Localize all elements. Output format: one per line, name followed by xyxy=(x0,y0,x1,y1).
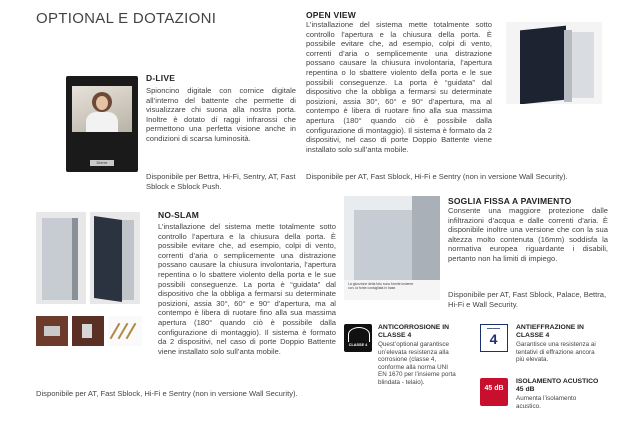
openview-heading: OPEN VIEW xyxy=(306,10,356,20)
antieffrazione-heading: ANTIEFFRAZIONE IN CLASSE 4 xyxy=(516,324,584,339)
dlive-body: Spioncino digitale con cornice digitale all’interno del battente che permette di visualizzare chi suona alla nostra porta. Inoltre è dotato di raggi infrarossi che permettono una perfetta visione anche in condizioni di scarsa luminosità. xyxy=(146,86,296,143)
soglia-body: Consente una maggiore protezione dalle infiltrazioni d’acqua e dalle correnti d’aria. È disponibile inoltre una versione che con la sua altezza molto contenuta (16mm) soddisfa la normativa europea riguardante i disabili, pertanto non ha limiti di impiego. xyxy=(448,206,608,263)
dlive-heading: D-LIVE xyxy=(146,73,176,83)
openview-availability: Disponibile per AT, Fast Sblock, Hi-Fi e Sentry (non in versione Wall Security). xyxy=(306,172,568,181)
isolamento-body: Aumenta l’isolamento acustico. xyxy=(516,395,577,410)
dlive-device-image xyxy=(66,76,138,172)
openview-body: L’installazione del sistema mette totalmente sotto controllo l’apertura e la chiusura della porta. È possibile evitare che, ad esempio, colpi di vento, correnti d’aria o semplicemente una distrazione possano causare la chiusura involontaria, l’apertura repentina o lo sbattere violento della porta e le sue possibili conseguenze. La porta è “guidata” dal dispositivo che la obbliga a fermarsi su determinate posizioni, assia 30°, 60° e 90° d’apertura, ma al contempo è libera di ruotare fino alla sua massima apertura (180° quando ciò è possibile dalla configurazione di montaggio). Il sistema è formato da 2 dispositivi, nel caso di porte Doppio Battente viene installato solo sull’anta mobile. xyxy=(306,20,492,154)
isolamento-heading: ISOLAMENTO ACUSTICO 45 dB xyxy=(516,378,599,393)
anticorrosione-body: Quest’optional garantisce un’elevata resistenza alla corrosione (classe 4, conforme alla norma UNI EN 1670 per l’insieme porta blindata - telaio). xyxy=(378,341,456,386)
noslam-availability: Disponibile per AT, Fast Sblock, Hi-Fi e Sentry (non in versione Wall Security). xyxy=(36,389,298,398)
openview-door-image xyxy=(506,22,602,104)
noslam-heading: NO-SLAM xyxy=(158,210,200,220)
noslam-body: L’installazione del sistema mette totalmente sotto controllo l’apertura e la chiusura della porta. È possibile evitare che, ad esempio, colpi di vento, correnti d’aria o semplicemente una distrazione possano causare la chiusura involontaria, l’apertura repentina o lo sbattere violento della porta e le sue possibili conseguenze. La porta è “guidata” dal dispositivo che la obbliga a fermarsi su determinate posizioni, assia 30°, 60° e 90° d’apertura, ma al contempo è libera di ruotare fino alla sua massima apertura (180° quando ciò è possibile dalla configurazione di montaggio). Il sistema è formato da 2 dispositivi, nel caso di porte Doppio Battente viene installato solo sull’anta mobile. xyxy=(158,222,336,356)
soglia-threshold-image xyxy=(344,196,440,300)
antieffrazione-icon: ▬▬▬▬▬ 4 xyxy=(480,324,508,352)
dlive-device-brand: Dierre xyxy=(90,160,114,166)
noslam-body-wrap xyxy=(36,222,336,356)
isolamento-icon-label: 45 dB xyxy=(484,385,504,392)
classe4-icon xyxy=(344,324,372,352)
anticorrosione-heading: ANTICORROSIONE IN CLASSE 4 xyxy=(378,324,449,339)
isolamento-acustico-icon xyxy=(480,378,508,406)
soglia-availability: Disponibile per AT, Fast Sblock, Palace, Bettra, Hi-Fi e Wall Security. xyxy=(448,290,607,309)
classe4-icon-label: CLASSE 4 xyxy=(348,343,368,347)
soglia-photo-caption: La giunzione della foto sono fornite insieme con, la fonte consigliata in base. xyxy=(348,282,414,291)
antieffrazione-icon-label: 4 xyxy=(489,331,498,347)
antieffrazione-body: Garantisce una resistenza ai tentativi di effrazione ancora più elevata. xyxy=(516,341,596,364)
soglia-heading: SOGLIA FISSA A PAVIMENTO xyxy=(448,196,572,206)
page-title: OPTIONAL E DOTAZIONI xyxy=(36,10,217,27)
dlive-availability: Disponibile per Bettra, Hi-Fi, Sentry, AT, Fast Sblock e Sblock Push. xyxy=(146,172,296,191)
